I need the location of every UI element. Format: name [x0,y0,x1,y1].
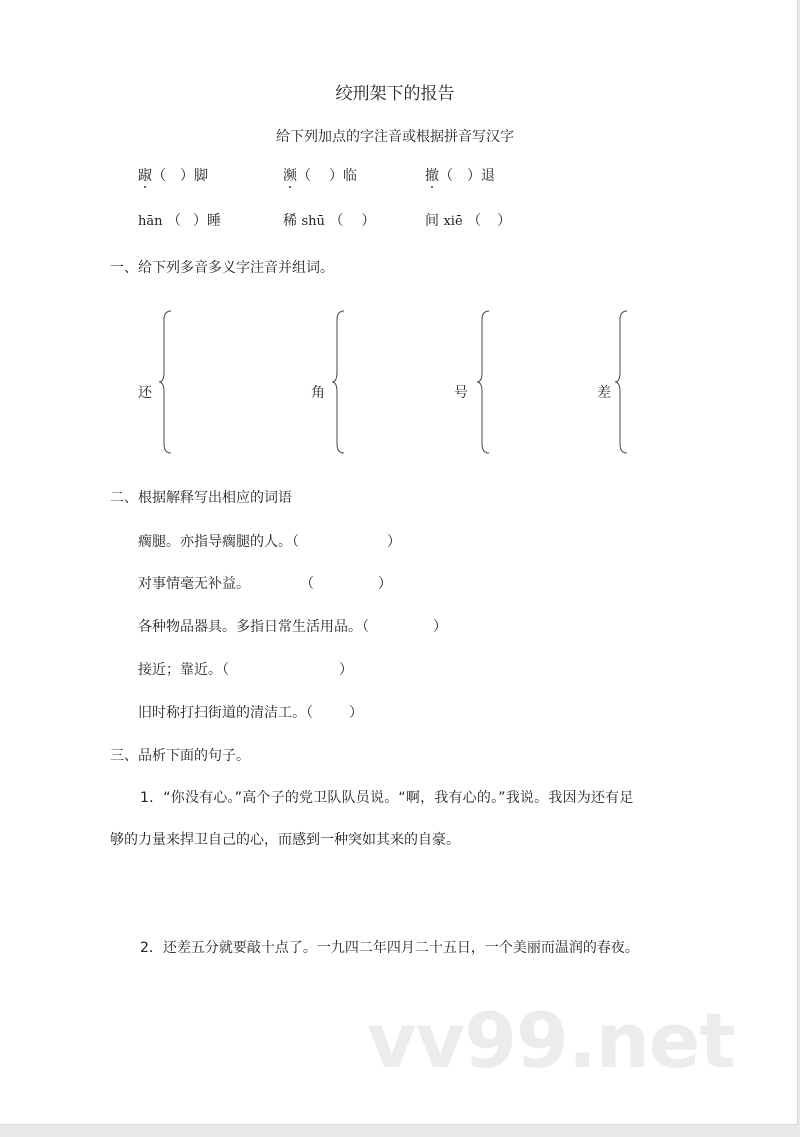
curly-brace-icon [614,310,628,454]
polyphone-char: 差 [597,385,611,401]
sentence-2: 2．还差五分就要敲十点了。一九四二年四月二十五日，一个美丽而温润的春夜。 [140,940,639,956]
pinyin-item: 稀 shū （ ） [283,213,376,229]
section2-heading: 二、根据解释写出相应的词语 [110,490,292,506]
pinyin-item: hān （ ）睡 [138,213,221,229]
pinyin-item: 踧（ ）脚 [138,168,208,184]
curly-brace-icon [331,310,345,454]
definition-item: 瘸腿。亦指导瘸腿的人。（ ） [138,534,401,550]
document-title: 绞刑架下的报告 [335,84,455,104]
pinyin-item: 撤（ ）退 [425,168,495,184]
sentence-1-line-2: 够的力量来捍卫自己的心，而感到一种突如其来的自豪。 [110,832,460,848]
polyphone-char: 号 [454,385,468,401]
exercise-instruction: 给下列加点的字注音或根据拼音写汉字 [276,129,514,145]
definition-item: 对事情毫无补益。 （ ） [138,576,392,592]
curly-brace-icon [158,310,172,454]
sentence-1-line-1: 1．“你没有心。”高个子的党卫队队员说。“啊，我有心的。”我说。我因为还有足 [140,790,634,806]
section1-heading: 一、给下列多音多义字注音并组词。 [110,260,334,276]
definition-item: 各种物品器具。多指日常生活用品。（ ） [138,619,447,635]
definition-item: 旧时称打扫街道的清洁工。（ ） [138,705,363,721]
polyphone-char: 还 [138,385,152,401]
curly-brace-icon [476,310,490,454]
definition-item: 接近；靠近。（ ） [138,662,353,678]
watermark: vv99.net [367,996,735,1085]
pinyin-item: 濒（ ）临 [283,168,357,184]
pinyin-item: 间 xiē （ ） [425,213,512,229]
polyphone-char: 角 [311,385,325,401]
section3-heading: 三、品析下面的句子。 [110,748,250,764]
